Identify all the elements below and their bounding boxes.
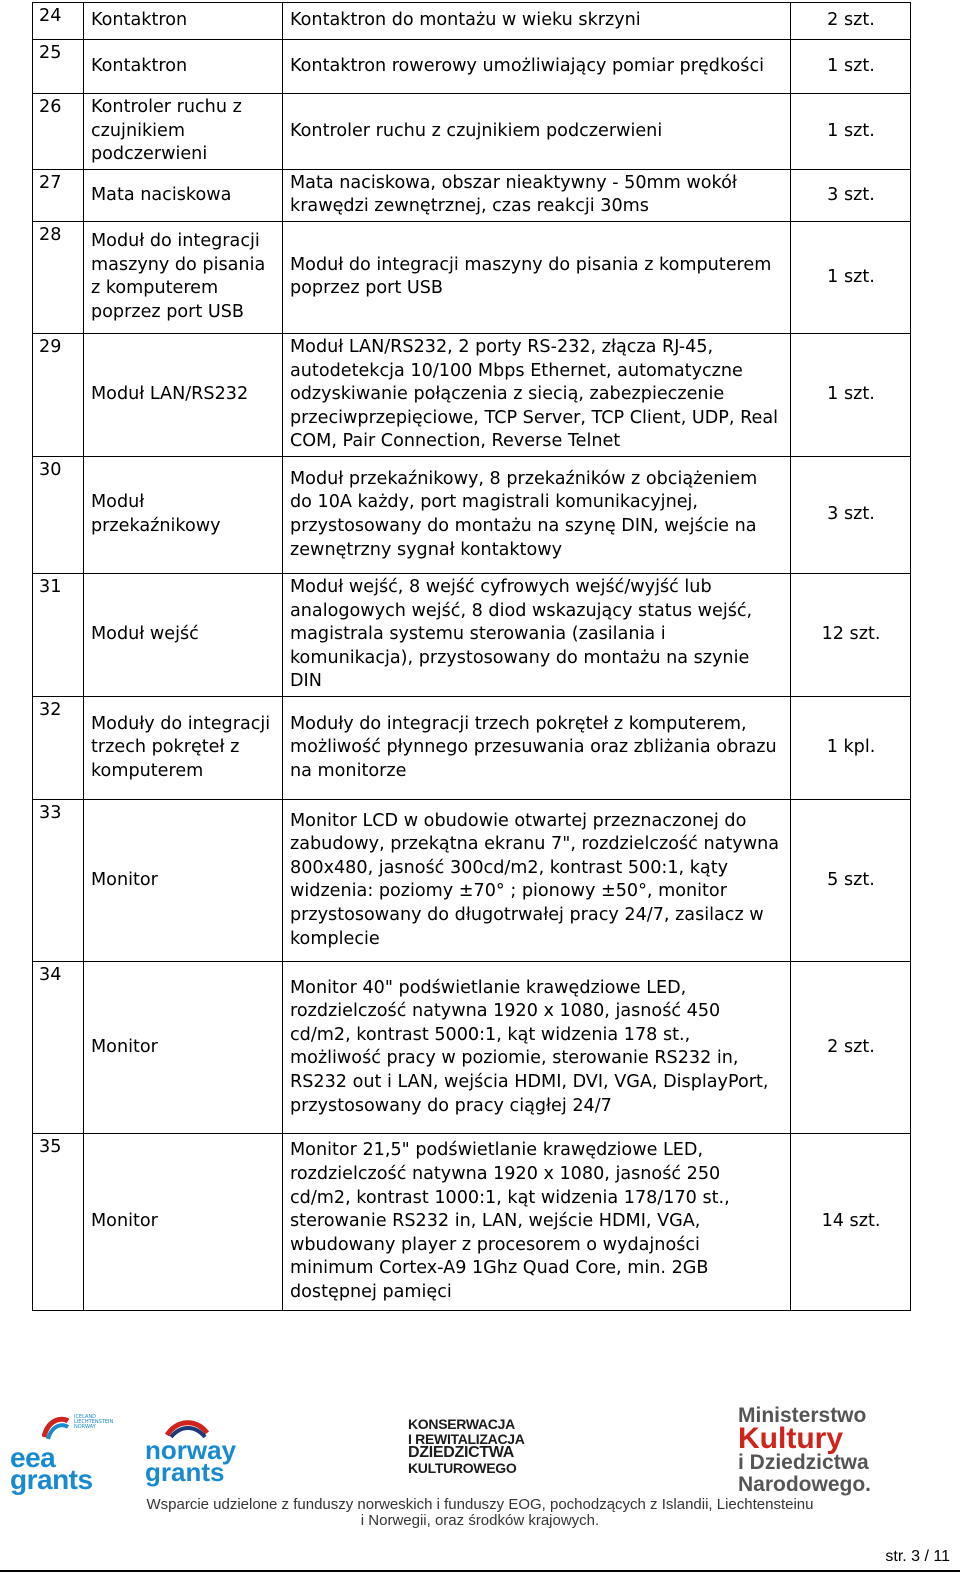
table-row <box>33 3 911 40</box>
item-description: Monitor 21,5" podświetlanie krawędziowe LED, rozdzielczość natywna 1920 x 1080, jasność 250 cd/m2, kontrast 1000:1, kąt widzenia 178/170 st., sterowanie RS232 in, LAN, wejście HDMI, VGA, wbudowany player z procesorem o wydajności minimum Cortex-A9 1Ghz Quad Core, min. 2GB dostępnej pamięci <box>283 1133 791 1310</box>
item-quantity: 1 kpl. <box>791 696 911 799</box>
konserwacja-line-1: KONSERWACJA <box>408 1416 515 1432</box>
eea-countries-text: ICELAND LIECHTENSTEIN NORWAY <box>74 1414 114 1430</box>
table-row <box>33 799 911 961</box>
item-description: Mata naciskowa, obszar nieaktywny - 50mm wokół krawędzi zewnętrznej, czas reakcji 30ms <box>283 169 791 221</box>
item-quantity: 2 szt. <box>791 3 911 40</box>
item-description: Kontaktron rowerowy umożliwiający pomiar prędkości <box>283 40 791 94</box>
item-name: Monitor <box>84 961 283 1133</box>
item-name: Moduł LAN/RS232 <box>84 333 283 456</box>
item-number: 30 <box>33 456 84 573</box>
table-row <box>33 94 911 170</box>
ministry-line-4: Narodowego. <box>738 1473 872 1496</box>
item-description: Monitor 40" podświetlanie krawędziowe LED, rozdzielczość natywna 1920 x 1080, jasność 450 cd/m2, kontrast 5000:1, kąt widzenia 178 st., możliwość pracy w poziomie, sterowanie RS232 in, RS232 out i LAN, wejścia HDMI, DVI, VGA, DisplayPort, przystosowany do pracy ciągłej 24/7 <box>283 961 791 1133</box>
item-number: 27 <box>33 169 84 221</box>
item-quantity: 3 szt. <box>791 456 911 573</box>
table-row <box>33 961 911 1133</box>
page-number: str. 3 / 11 <box>885 1548 950 1565</box>
ministry-logo <box>738 1405 908 1496</box>
item-name: Monitor <box>84 799 283 961</box>
item-quantity: 1 szt. <box>791 40 911 94</box>
page-bottom-rule <box>0 1570 960 1572</box>
item-name: Kontaktron <box>84 3 283 40</box>
item-quantity: 1 szt. <box>791 333 911 456</box>
item-quantity: 12 szt. <box>791 573 911 696</box>
konserwacja-line-3: DZIEDZICTWA <box>408 1444 515 1461</box>
table-row <box>33 40 911 94</box>
item-number: 34 <box>33 961 84 1133</box>
item-name: Moduły do integracji trzech pokręteł z komputerem <box>84 696 283 799</box>
item-quantity: 2 szt. <box>791 961 911 1133</box>
funding-notice-line-1: Wsparcie udzielone z funduszy norweskich i funduszy EOG, pochodzących z Islandii, Liechtensteinu <box>146 1496 814 1513</box>
funding-notice-line-2: i Norwegii, oraz środków krajowych. <box>360 1512 600 1529</box>
item-name: Kontroler ruchu z czujnikiem podczerwieni <box>84 94 283 170</box>
item-number: 31 <box>33 573 84 696</box>
item-name: Mata naciskowa <box>84 169 283 221</box>
table-row <box>33 573 911 696</box>
item-quantity: 1 szt. <box>791 221 911 333</box>
table-row <box>33 221 911 333</box>
ministry-line-2: Kultury <box>738 1422 843 1455</box>
item-description: Monitor LCD w obudowie otwartej przeznaczonej do zabudowy, przekątna ekranu 7", rozdzielczość natywna 800x480, jasność 300cd/m2, kontrast 500:1, kąty widzenia: poziomy ±70° ; pionowy ±50°, monitor przystosowany do długotrwałej pracy 24/7, zasilacz w komplecie <box>283 799 791 961</box>
table-row <box>33 1133 911 1310</box>
norway-grants-text: norway grants <box>145 1435 237 1487</box>
konserwacja-logo <box>408 1417 534 1475</box>
funding-notice <box>0 1497 960 1529</box>
item-description: Moduły do integracji trzech pokręteł z komputerem, możliwość płynnego przesuwania oraz zbliżania obrazu na monitorze <box>283 696 791 799</box>
table-row <box>33 169 911 221</box>
item-quantity: 5 szt. <box>791 799 911 961</box>
item-name: Kontaktron <box>84 40 283 94</box>
item-quantity: 14 szt. <box>791 1133 911 1310</box>
item-description: Moduł wejść, 8 wejść cyfrowych wejść/wyjść lub analogowych wejść, 8 diod wskazujący status wejść, magistrala systemu sterowania (zasilania i komunikacja), przystosowany do montażu na szynie DIN <box>283 573 791 696</box>
item-description: Kontaktron do montażu w wieku skrzyni <box>283 3 791 40</box>
item-number: 35 <box>33 1133 84 1310</box>
konserwacja-line-4: KULTUROWEGO <box>408 1459 517 1476</box>
table-row <box>33 696 911 799</box>
item-name: Moduł do integracji maszyny do pisania z komputerem poprzez port USB <box>84 221 283 333</box>
ministry-line-3: i Dziedzictwa <box>738 1451 869 1474</box>
item-description: Moduł przekaźnikowy, 8 przekaźników z obciążeniem do 10A każdy, port magistrali komunikacyjnej, przystosowany do montażu na szynę DIN, wejście na zewnętrzny sygnał kontaktowy <box>283 456 791 573</box>
eea-ribbon-icon <box>42 1415 70 1441</box>
konserwacja-line-2: I REWITALIZACJA <box>408 1430 525 1447</box>
item-number: 32 <box>33 696 84 799</box>
item-number: 26 <box>33 94 84 170</box>
item-quantity: 3 szt. <box>791 169 911 221</box>
item-number: 33 <box>33 799 84 961</box>
item-quantity: 1 szt. <box>791 94 911 170</box>
item-name: Monitor <box>84 1133 283 1310</box>
item-number: 25 <box>33 40 84 94</box>
specification-table <box>32 2 911 1311</box>
table-row <box>33 456 911 573</box>
item-name: Moduł przekaźnikowy <box>84 456 283 573</box>
item-number: 29 <box>33 333 84 456</box>
ministry-line-1: Ministerstwo <box>738 1404 867 1427</box>
item-description: Kontroler ruchu z czujnikiem podczerwieni <box>283 94 791 170</box>
table-row <box>33 333 911 456</box>
item-description: Moduł LAN/RS232, 2 porty RS-232, złącza RJ-45, autodetekcja 10/100 Mbps Ethernet, automatyczne odzyskiwanie połączenia z siecią, zabezpieczenie przeciwprzepięciowe, TCP Server, TCP Client, UDP, Real COM, Pair Connection, Reverse Telnet <box>283 333 791 456</box>
item-name: Moduł wejść <box>84 573 283 696</box>
item-number: 24 <box>33 3 84 40</box>
eea-grants-text: eea grants <box>10 1442 93 1495</box>
footer-logos <box>0 1395 960 1495</box>
item-description: Moduł do integracji maszyny do pisania z komputerem poprzez port USB <box>283 221 791 333</box>
item-number: 28 <box>33 221 84 333</box>
